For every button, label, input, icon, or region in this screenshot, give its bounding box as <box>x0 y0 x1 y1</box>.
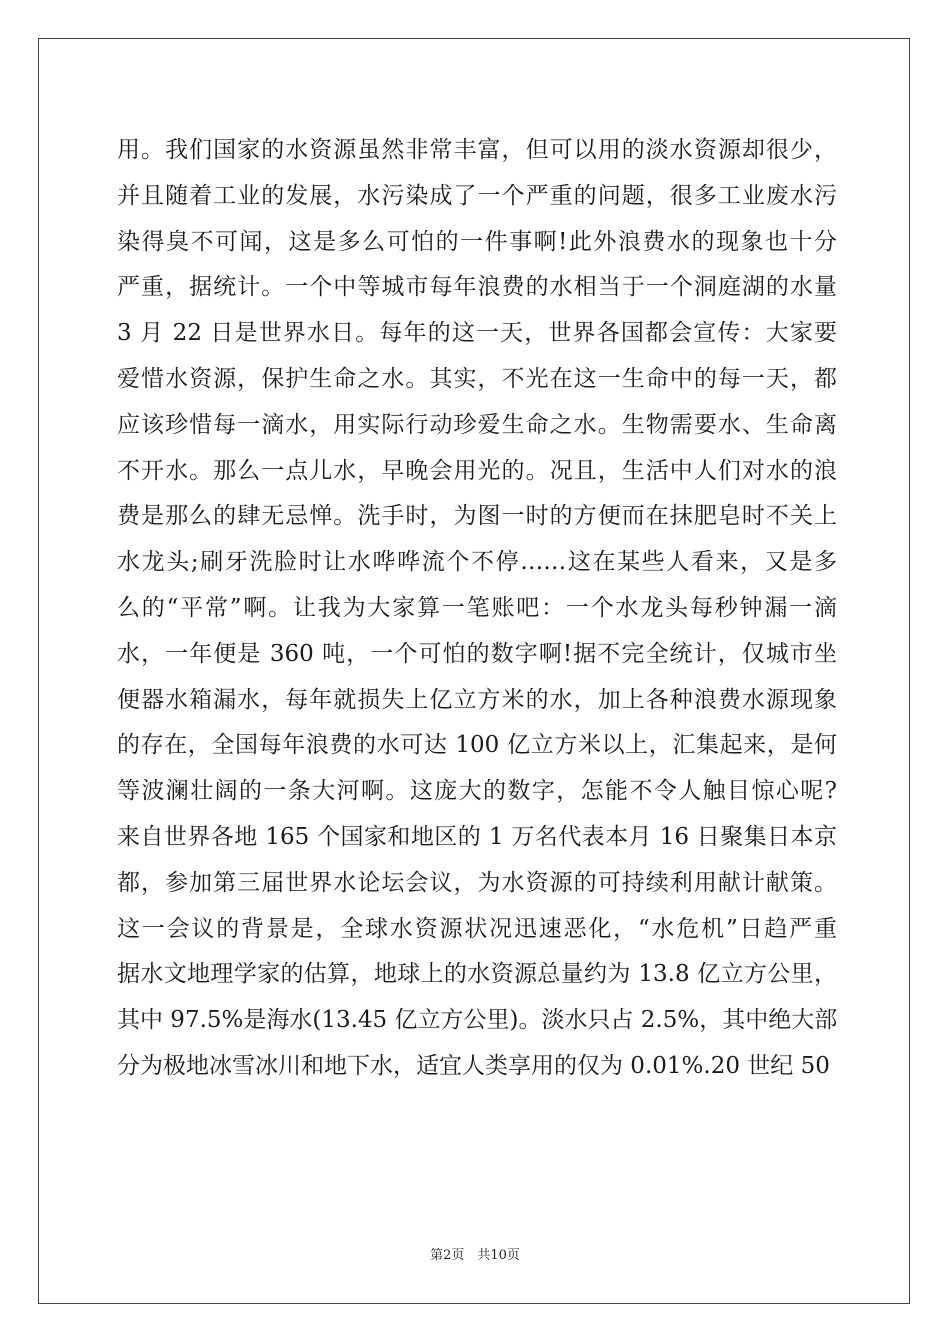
text-line: 费是那么的肆无忌惮。洗手时，为图一时的方便而在抹肥皂时不关上 <box>117 503 837 530</box>
text-line: 都，参加第三届世界水论坛会议，为水资源的可持续利用献计献策。 <box>117 869 837 896</box>
text-line: 爱惜水资源，保护生命之水。其实，不光在这一生命中的每一天，都 <box>117 365 837 392</box>
text-line: 来自世界各地 165 个国家和地区的 1 万名代表本月 16 日聚集日本京 <box>117 823 837 850</box>
text-line: 其中 97.5%是海水(13.45 亿立方公里)。淡水只占 2.5%，其中绝大部 <box>117 1007 838 1034</box>
text-line: 严重，据统计。一个中等城市每年浪费的水相当于一个洞庭湖的水量 <box>117 274 837 301</box>
text-line: 染得臭不可闻，这是多么可怕的一件事啊!此外浪费水的现象也十分 <box>117 228 837 255</box>
text-line: 的存在，全国每年浪费的水可达 100 亿立方米以上，汇集起来，是何 <box>117 732 837 759</box>
page-number-footer: 第2页 共10页 <box>430 1248 520 1263</box>
text-line: 3 月 22 日是世界水日。每年的这一天，世界各国都会宣传：大家要 <box>117 320 837 347</box>
text-line: 并且随着工业的发展，水污染成了一个严重的问题，很多工业废水污 <box>117 182 837 209</box>
text-line: 不开水。那么一点儿水，早晚会用光的。况且，生活中人们对水的浪 <box>117 457 837 484</box>
text-line: 据水文地理学家的估算，地球上的水资源总量约为 13.8 亿立方公里， <box>117 961 837 988</box>
text-line: 么的“平常”啊。让我为大家算一笔账吧：一个水龙头每秒钟漏一滴 <box>117 594 837 621</box>
text-line: 等波澜壮阔的一条大河啊。这庞大的数字，怎能不令人触目惊心呢? <box>117 778 837 805</box>
text-line: 应该珍惜每一滴水，用实际行动珍爱生命之水。生物需要水、生命离 <box>117 411 837 438</box>
text-line: 用。我们国家的水资源虽然非常丰富，但可以用的淡水资源却很少， <box>117 137 837 163</box>
text-line: 这一会议的背景是，全球水资源状况迅速恶化，“水危机”日趋严重 <box>117 915 837 942</box>
text-line: 水龙头;刷牙洗脸时让水哗哗流个不停……这在某些人看来，又是多 <box>117 549 837 576</box>
document-body <box>117 128 837 1090</box>
text-line: 水，一年便是 360 吨，一个可怕的数字啊!据不完全统计，仅城市坐 <box>117 640 837 667</box>
text-line: 便器水箱漏水，每年就损失上亿立方米的水，加上各种浪费水源现象 <box>117 686 837 713</box>
text-line: 分为极地冰雪冰川和地下水，适宜人类享用的仅为 0.01%.20 世纪 50 <box>117 1052 830 1079</box>
